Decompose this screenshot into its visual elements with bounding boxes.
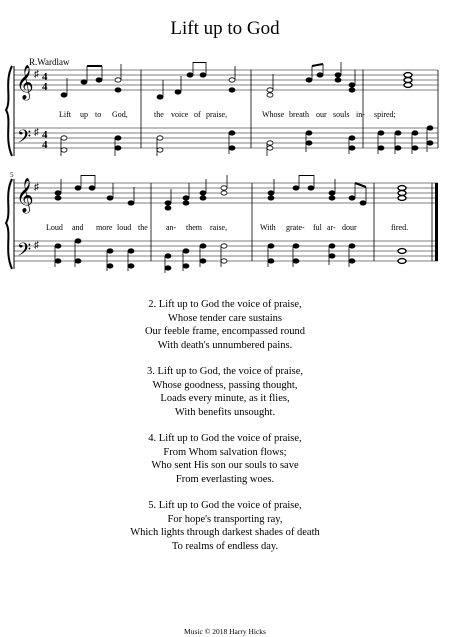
lyric-syllable: to bbox=[95, 110, 102, 119]
sharp-icon: ♯ bbox=[34, 69, 39, 80]
measure-number: 5 bbox=[10, 171, 14, 179]
lyric-syllable: Whose bbox=[262, 110, 285, 119]
bass-clef-icon: 𝄢 bbox=[17, 239, 32, 264]
treble-staff bbox=[14, 70, 438, 90]
verse-line: Whose tender care sustains bbox=[168, 312, 282, 324]
verse-line: Which lights through darkest shades of death bbox=[130, 527, 320, 538]
composer-credit: R.Wardlaw bbox=[29, 57, 70, 67]
verse-line: 5. Lift up to God the voice of praise, bbox=[148, 500, 302, 511]
verse-line: To realms of endless day. bbox=[171, 540, 279, 552]
lyric-syllable: praise, bbox=[206, 110, 228, 119]
time-signature: 4 bbox=[42, 71, 48, 83]
bass-notes bbox=[61, 126, 433, 156]
lyric-syllable: the bbox=[154, 110, 164, 119]
lyric-syllable: Lift bbox=[59, 110, 71, 119]
verses-section bbox=[0, 298, 450, 566]
verse-line: With death's unnumbered pains. bbox=[157, 339, 293, 351]
lyric-syllable: voice bbox=[171, 110, 189, 119]
page-title: Lift up to God bbox=[170, 18, 280, 39]
lyric-syllable: dour bbox=[342, 223, 357, 232]
lyric-syllable: and bbox=[72, 223, 84, 232]
lyric-syllable: God, bbox=[112, 110, 128, 119]
lyric-syllable: our bbox=[316, 110, 327, 119]
lyric-syllable: fired. bbox=[391, 223, 409, 232]
copyright-footer: Music © 2018 Harry Hicks bbox=[184, 627, 266, 636]
sharp-icon: ♯ bbox=[34, 240, 39, 251]
treble-notes bbox=[55, 175, 406, 210]
verse-line: 3. Lift up to God, the voice of praise, bbox=[146, 366, 303, 377]
treble-clef-icon: 𝄞 bbox=[16, 66, 34, 99]
verse-line: Whose goodness, passing thought, bbox=[152, 379, 298, 391]
lyric-syllable: the bbox=[138, 223, 148, 232]
time-signature: 4 bbox=[42, 139, 48, 151]
verse-5 bbox=[0, 499, 450, 553]
verse-line: 2. Lift up to God the voice of praise, bbox=[148, 299, 302, 310]
verse-line: From Whom salvation flows; bbox=[163, 446, 287, 458]
verse-line: For hope's transporting ray, bbox=[167, 513, 283, 525]
lyric-syllable: more bbox=[96, 223, 113, 232]
lyric-syllable: Loud bbox=[46, 223, 63, 232]
lyric-syllable: ful bbox=[313, 223, 322, 232]
verse-line: From everlasting woes. bbox=[175, 473, 275, 485]
verse-line: Loads every minute, as it flies, bbox=[160, 393, 290, 404]
treble-notes bbox=[61, 62, 412, 99]
verse-2 bbox=[0, 298, 450, 352]
brace-icon bbox=[6, 66, 12, 156]
sharp-icon: ♯ bbox=[34, 127, 39, 138]
lyric-syllable: spired; bbox=[374, 110, 396, 119]
verse-4 bbox=[0, 432, 450, 486]
lyric-syllable: an- bbox=[166, 223, 177, 232]
lyric-syllable: grate- bbox=[286, 223, 305, 232]
sharp-icon: ♯ bbox=[34, 182, 39, 193]
time-signature: 4 bbox=[42, 129, 48, 141]
lyric-syllable: loud bbox=[117, 223, 132, 232]
treble-clef-icon: 𝄞 bbox=[16, 179, 34, 212]
time-signature: 4 bbox=[42, 81, 48, 93]
lyric-syllable: up bbox=[80, 110, 88, 119]
verse-line: Who sent His son our souls to save bbox=[151, 460, 299, 471]
lyric-syllable: ar- bbox=[327, 223, 336, 232]
lyric-syllable: them bbox=[186, 223, 202, 232]
verse-line: 4. Lift up to God the voice of praise, bbox=[148, 433, 302, 444]
lyric-syllable: souls bbox=[333, 110, 350, 119]
lyric-syllable: raise, bbox=[210, 223, 228, 232]
lyric-syllable: of bbox=[194, 110, 201, 119]
lyric-syllable: With bbox=[260, 223, 276, 232]
bass-clef-icon: 𝄢 bbox=[17, 126, 32, 151]
verse-line: Our feeble frame, encompassed round bbox=[144, 326, 306, 337]
lyric-syllable: breath bbox=[289, 110, 309, 119]
brace-icon bbox=[6, 179, 12, 269]
lyric-syllable: in- bbox=[356, 110, 365, 119]
verse-line: With benefits unsought. bbox=[174, 406, 276, 418]
bass-staff bbox=[14, 128, 438, 148]
verse-3 bbox=[0, 365, 450, 419]
